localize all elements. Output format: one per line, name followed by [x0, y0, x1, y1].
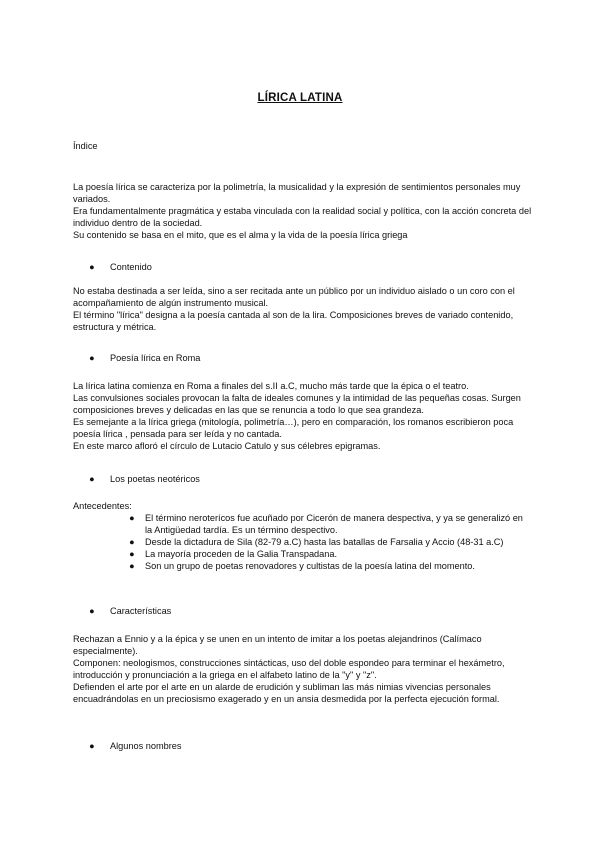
- heading-nombres: [89, 740, 529, 752]
- bullet-icon: ●: [89, 353, 95, 363]
- roma-paragraph: Las convulsiones sociales provocan la falta de ideales comunes y la intimidad de las pequeñas cosas. Surgen composiciones breves y delicadas en las que se renuncia a todo lo que sea grandeza.: [73, 393, 521, 415]
- bullet-icon: ●: [129, 537, 135, 547]
- heading-caracteristicas: [89, 605, 529, 617]
- intro-block: [73, 181, 535, 241]
- index-label: [73, 140, 535, 152]
- intro-paragraph: Su contenido se basa en el mito, que es el alma y la vida de la poesía lírica griega: [73, 230, 408, 240]
- heading-neotericos: [89, 473, 529, 485]
- heading-text: Algunos nombres: [110, 741, 182, 751]
- bullet-icon: ●: [129, 513, 135, 523]
- roma-paragraph: En este marco afloró el círculo de Lutacio Catulo y sus célebres epigramas.: [73, 441, 381, 451]
- bullet-icon: ●: [89, 741, 95, 751]
- list-item-text: La mayoría proceden de la Galia Transpadana.: [145, 549, 338, 559]
- heading-text: Los poetas neotéricos: [110, 474, 200, 484]
- document-title: LÍRICA LATINA: [257, 92, 343, 104]
- bullet-icon: ●: [89, 606, 95, 616]
- list-item: [129, 512, 529, 536]
- roma-paragraph: La lírica latina comienza en Roma a finales del s.II a.C, mucho más tarde que la épica o el teatro.: [73, 381, 469, 391]
- bullet-icon: ●: [129, 561, 135, 571]
- roma-block: [73, 380, 535, 452]
- caracteristicas-paragraph: Rechazan a Ennio y a la épica y se unen en un intento de imitar a los poetas alejandrinos (Calímaco especialmente).: [73, 634, 482, 656]
- contenido-paragraph: No estaba destinada a ser leída, sino a ser recitada ante un público por un individuo aislado o un coro con el acompañamiento de algún instrumento musical.: [73, 286, 515, 308]
- antecedentes-list: [129, 512, 529, 572]
- heading-text: Características: [110, 606, 172, 616]
- contenido-block: [73, 285, 535, 333]
- contenido-paragraph: El término "lírica" designa a la poesía cantada al son de la lira. Composiciones breves de variado contenido, estructura y métrica.: [73, 310, 514, 332]
- caracteristicas-paragraph: Defienden el arte por el arte en un alarde de erudición y subliman las más nimias vivencias personales encuadrándolas en un preciosismo exagerado y en un ansia desmedida por la perfecta ejecución formal.: [73, 682, 500, 704]
- caracteristicas-paragraph: Componen: neologismos, construcciones sintácticas, uso del doble espondeo para terminar el hexámetro, introducción y pronunciación a la griega en el alfabeto latino de la "y" y "z".: [73, 658, 505, 680]
- bullet-icon: ●: [89, 474, 95, 484]
- intro-paragraph: Era fundamentalmente pragmática y estaba vinculada con la realidad social y política, con la acción concreta del individuo dentro de la sociedad.: [73, 206, 532, 228]
- index-text: Índice: [73, 141, 98, 151]
- caracteristicas-block: [73, 633, 535, 705]
- antecedentes-label: [73, 500, 535, 512]
- list-item: [129, 536, 529, 548]
- heading-text: Poesía lírica en Roma: [110, 353, 201, 363]
- heading-text: Contenido: [110, 262, 152, 272]
- list-item: [129, 548, 529, 560]
- list-item-text: Desde la dictadura de Sila (82-79 a.C) hasta las batallas de Farsalia y Accio (48-31 a.C): [145, 537, 504, 547]
- bullet-icon: ●: [129, 549, 135, 559]
- bullet-icon: ●: [89, 262, 95, 272]
- heading-roma: [89, 352, 529, 364]
- antecedentes-text: Antecedentes:: [73, 501, 132, 511]
- intro-paragraph: La poesía lírica se caracteriza por la polimetría, la musicalidad y la expresión de sentimientos personales muy variados.: [73, 182, 521, 204]
- heading-contenido: [89, 261, 529, 273]
- list-item-text: Son un grupo de poetas renovadores y cultistas de la poesía latina del momento.: [145, 561, 475, 571]
- list-item: [129, 560, 529, 572]
- roma-paragraph: Es semejante a la lírica griega (mitología, polimetría…), pero en comparación, los romanos escribieron poca poesía lírica , pensada para ser leída y no cantada.: [73, 417, 514, 439]
- list-item-text: El término neroterícos fue acuñado por Cicerón de manera despectiva, y ya se generalizó en la Antigüedad tardía. Es un término despectivo.: [145, 513, 523, 535]
